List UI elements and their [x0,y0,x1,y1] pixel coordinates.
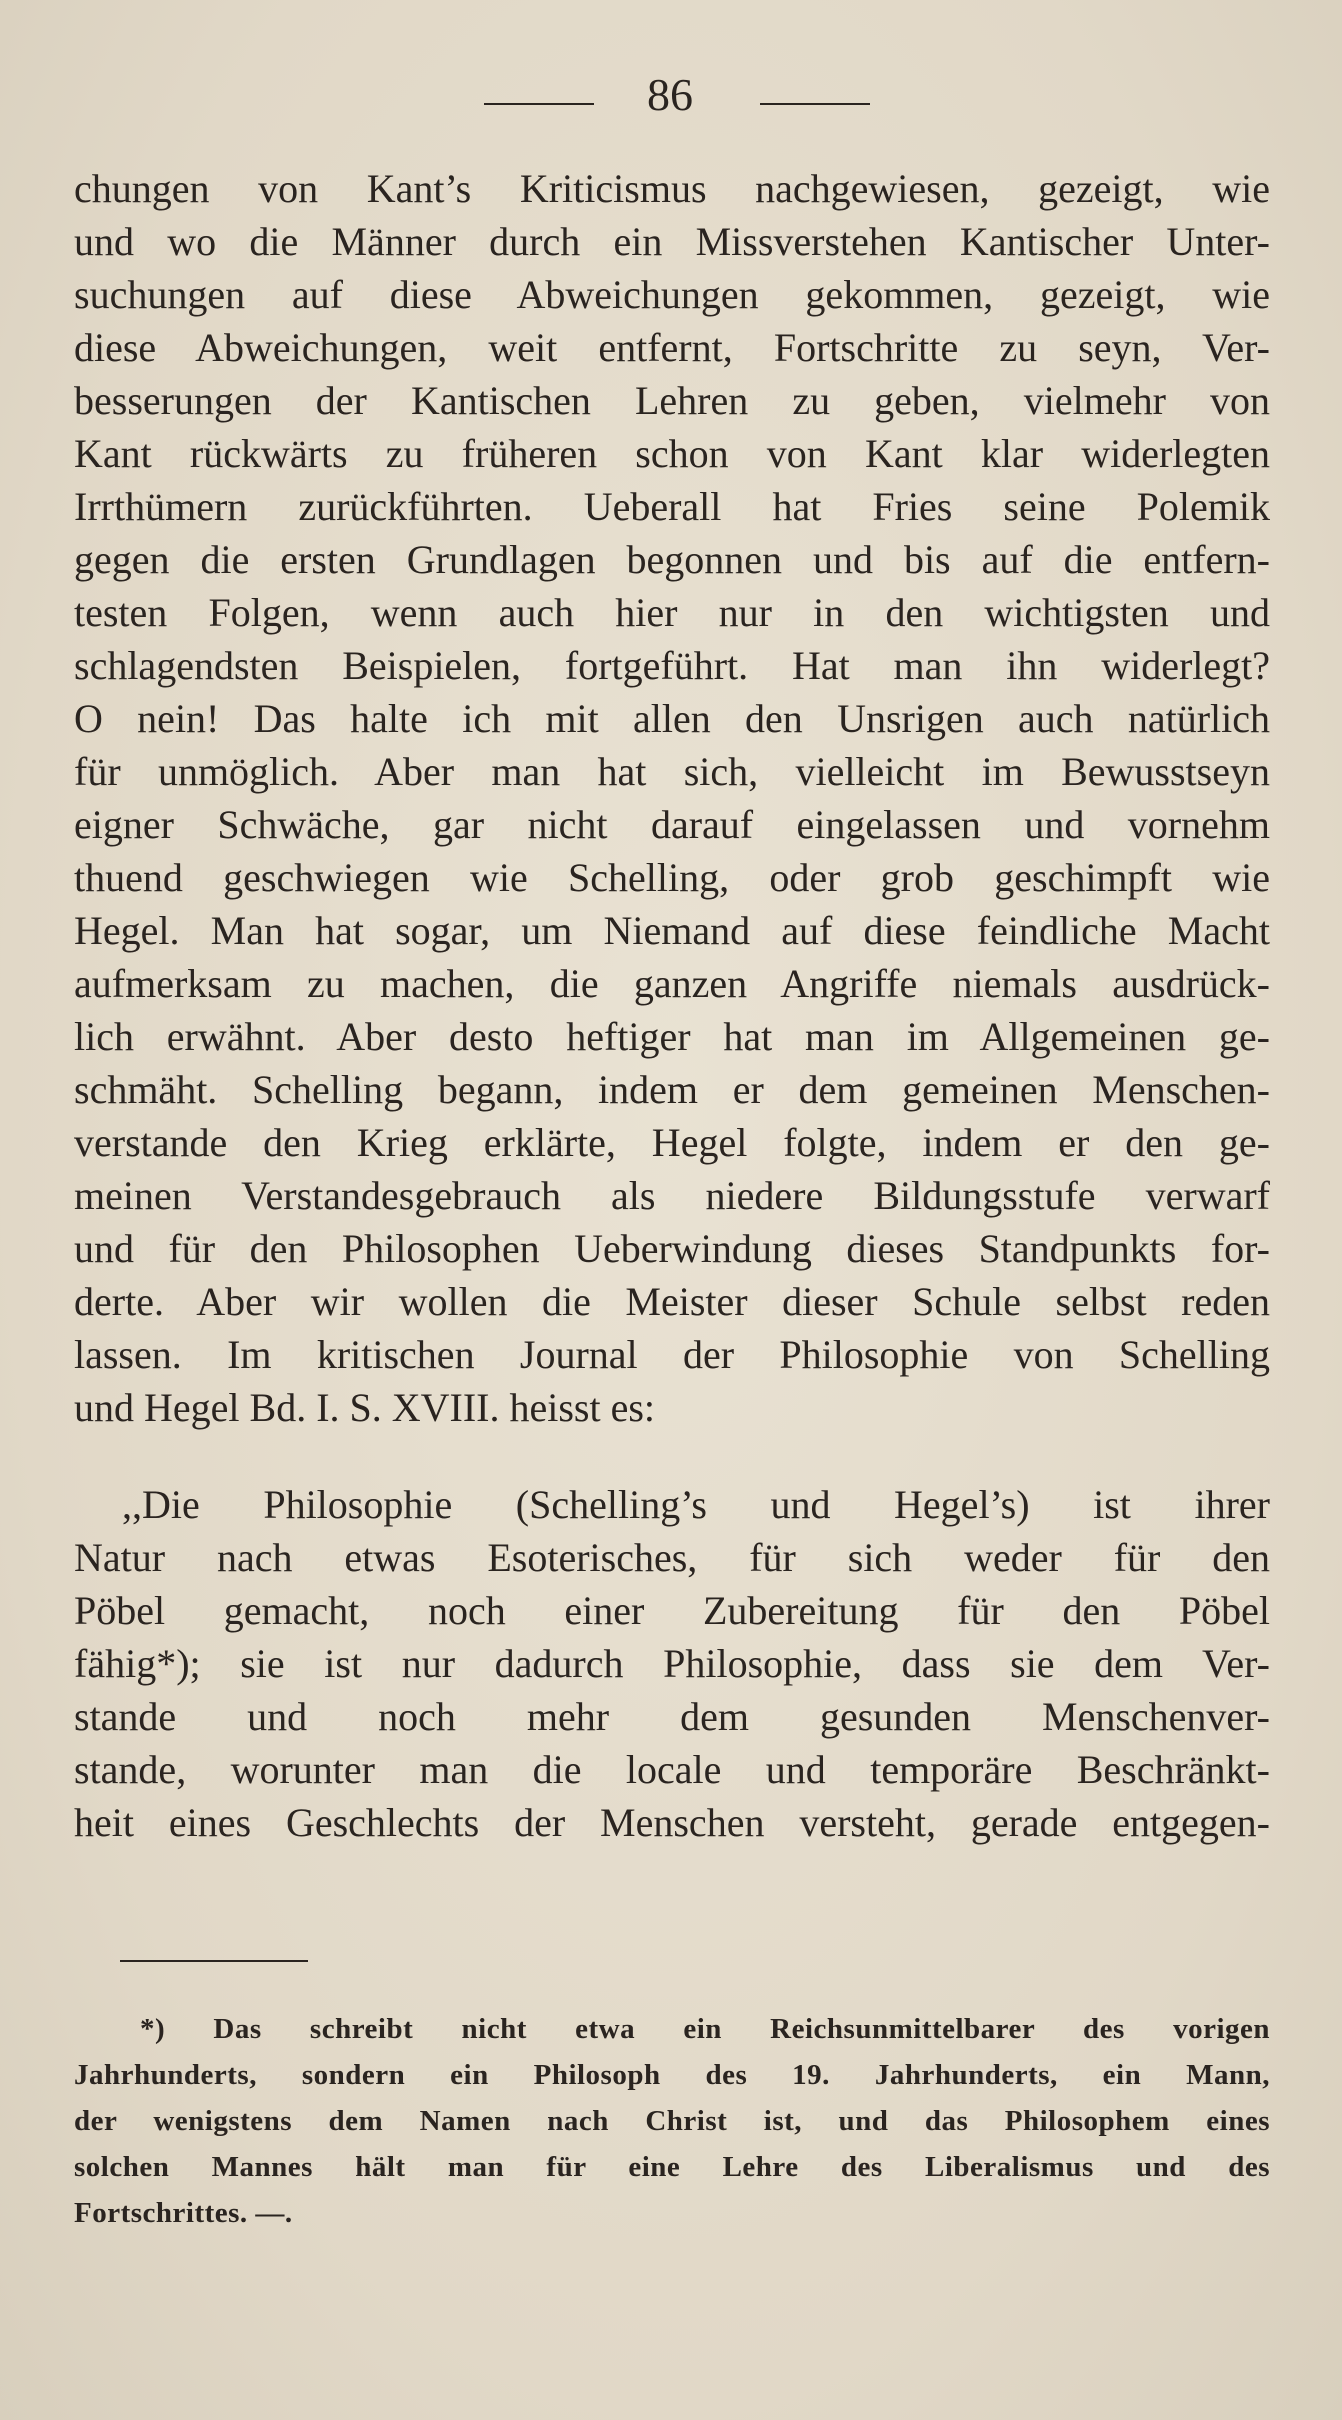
footnote-line: Jahrhunderts, sondern ein Philosoph des 19. Jahrhunderts, ein Mann, [74,2059,1270,2091]
footnote [74,2006,1270,2236]
text-line: lich erwähnt. Aber desto heftiger hat man im Allgemeinen ge- [74,1014,1270,1059]
footnote-line: der wenigstens dem Namen nach Christ ist, und das Philosophem eines [74,2105,1270,2137]
quote-line: stande und noch mehr dem gesunden Menschenver- [74,1694,1270,1739]
header-rule-left [484,103,594,105]
header-rule-right [760,103,870,105]
quote-line: fähig*); sie ist nur dadurch Philosophie, dass sie dem Ver- [74,1641,1270,1686]
footnote-separator [120,1960,308,1962]
text-line: O nein! Das halte ich mit allen den Unsrigen auch natürlich [74,696,1270,741]
page-number: 86 [647,69,693,120]
text-line: testen Folgen, wenn auch hier nur in den wichtigsten und [74,590,1270,635]
text-line: meinen Verstandesgebrauch als niedere Bildungsstufe verwarf [74,1173,1270,1218]
paragraph-gap [74,1434,1270,1478]
text-line: Hegel. Man hat sogar, um Niemand auf diese feindliche Macht [74,908,1270,953]
page-header [0,70,1342,120]
text-line: thuend geschwiegen wie Schelling, oder grob geschimpft wie [74,855,1270,900]
text-line: schmäht. Schelling begann, indem er dem gemeinen Menschen- [74,1067,1270,1112]
text-line: verstande den Krieg erklärte, Hegel folgte, indem er den ge- [74,1120,1270,1165]
main-text [74,162,1270,1849]
footnote-line: solchen Mannes hält man für eine Lehre des Liberalismus und des [74,2151,1270,2183]
text-line: aufmerksam zu machen, die ganzen Angriffe niemals ausdrück- [74,961,1270,1006]
text-line: Kant rückwärts zu früheren schon von Kant klar widerlegten [74,431,1270,476]
text-line: derte. Aber wir wollen die Meister dieser Schule selbst reden [74,1279,1270,1324]
quote-line: Natur nach etwas Esoterisches, für sich weder für den [74,1535,1270,1580]
quote-line: Pöbel gemacht, noch einer Zubereitung für den Pöbel [74,1588,1270,1633]
footnote-line: *) Das schreibt nicht etwa ein Reichsunmittelbarer des vorigen [140,2013,1270,2045]
text-line: chungen von Kant’s Kriticismus nachgewiesen, gezeigt, wie [74,166,1270,211]
text-line: und Hegel Bd. I. S. XVIII. heisst es: [74,1385,656,1430]
text-line: und wo die Männer durch ein Missverstehen Kantischer Unter- [74,219,1270,264]
text-line: diese Abweichungen, weit entfernt, Fortschritte zu seyn, Ver- [74,325,1270,370]
quote-line: stande, worunter man die locale und temporäre Beschränkt- [74,1747,1270,1792]
text-line: besserungen der Kantischen Lehren zu geben, vielmehr von [74,378,1270,423]
quote-line: ,,Die Philosophie (Schelling’s und Hegel’s) ist ihrer [122,1482,1270,1527]
text-line: suchungen auf diese Abweichungen gekommen, gezeigt, wie [74,272,1270,317]
text-line: und für den Philosophen Ueberwindung dieses Standpunkts for- [74,1226,1270,1271]
text-line: Irrthümern zurückführten. Ueberall hat Fries seine Polemik [74,484,1270,529]
quote-line: heit eines Geschlechts der Menschen versteht, gerade entgegen- [74,1800,1270,1845]
footnote-line: Fortschrittes. —. [74,2197,293,2229]
text-line: lassen. Im kritischen Journal der Philosophie von Schelling [74,1332,1270,1377]
text-line: gegen die ersten Grundlagen begonnen und bis auf die entfern- [74,537,1270,582]
text-line: eigner Schwäche, gar nicht darauf eingelassen und vornehm [74,802,1270,847]
text-line: schlagendsten Beispielen, fortgeführt. Hat man ihn widerlegt? [74,643,1270,688]
text-line: für unmöglich. Aber man hat sich, vielleicht im Bewusstseyn [74,749,1270,794]
